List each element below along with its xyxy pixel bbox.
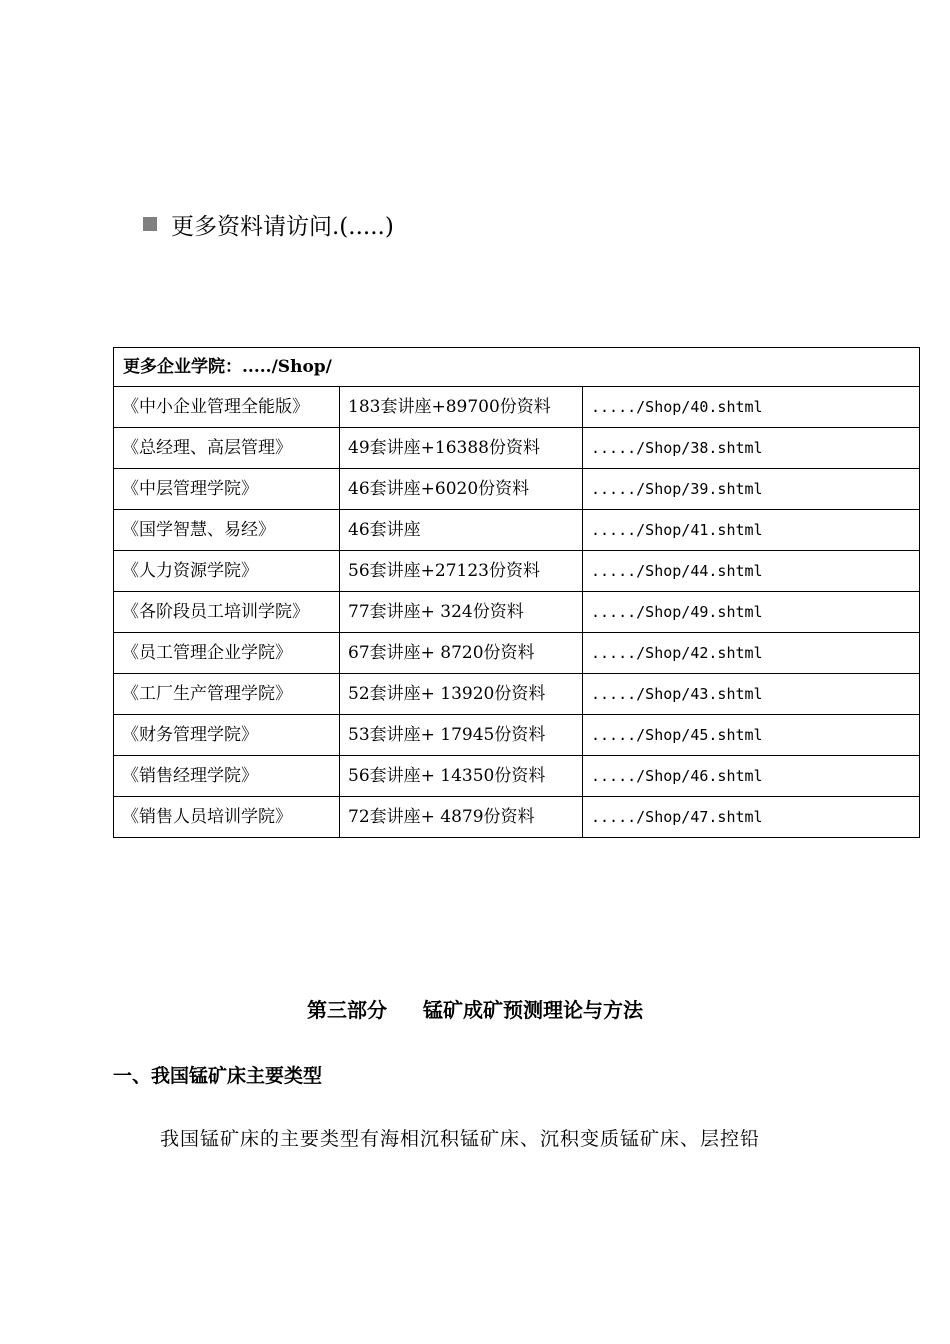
- course-content-cell: 56套讲座+27123份资料: [340, 551, 583, 592]
- course-content-cell: 183套讲座+89700份资料: [340, 387, 583, 428]
- course-name-cell: 《销售经理学院》: [114, 756, 340, 797]
- table-row: [114, 715, 920, 756]
- course-name-cell: 《中层管理学院》: [114, 469, 340, 510]
- course-url-cell[interactable]: ...../Shop/41.shtml: [583, 510, 920, 551]
- table-row: [114, 674, 920, 715]
- body-paragraph: 我国锰矿床的主要类型有海相沉积锰矿床、沉积变质锰矿床、层控铅: [160, 1128, 761, 1150]
- course-content-cell: 53套讲座+ 17945份资料: [340, 715, 583, 756]
- course-content-cell: 77套讲座+ 324份资料: [340, 592, 583, 633]
- bullet-square-icon: [143, 217, 157, 231]
- table-row: [114, 428, 920, 469]
- course-name-cell: 《国学智慧、易经》: [114, 510, 340, 551]
- course-name-cell: 《工厂生产管理学院》: [114, 674, 340, 715]
- course-url-cell[interactable]: ...../Shop/49.shtml: [583, 592, 920, 633]
- course-url-cell[interactable]: ...../Shop/40.shtml: [583, 387, 920, 428]
- course-name-cell: 《员工管理企业学院》: [114, 633, 340, 674]
- course-name-cell: 《中小企业管理全能版》: [114, 387, 340, 428]
- course-url-cell[interactable]: ...../Shop/43.shtml: [583, 674, 920, 715]
- course-name-cell: 《各阶段员工培训学院》: [114, 592, 340, 633]
- course-name-cell: 《人力资源学院》: [114, 551, 340, 592]
- course-url-cell[interactable]: ...../Shop/47.shtml: [583, 797, 920, 838]
- course-url-cell[interactable]: ...../Shop/46.shtml: [583, 756, 920, 797]
- course-content-cell: 56套讲座+ 14350份资料: [340, 756, 583, 797]
- course-content-cell: 49套讲座+16388份资料: [340, 428, 583, 469]
- table-row: [114, 633, 920, 674]
- course-url-cell[interactable]: ...../Shop/38.shtml: [583, 428, 920, 469]
- section-heading: 一、我国锰矿床主要类型: [113, 1065, 323, 1087]
- course-name-cell: 《销售人员培训学院》: [114, 797, 340, 838]
- table-header-cell: 更多企业学院：...../Shop/: [114, 348, 920, 387]
- table-row: [114, 592, 920, 633]
- course-content-cell: 67套讲座+ 8720份资料: [340, 633, 583, 674]
- part-heading: 锰矿成矿预测理论与方法: [423, 998, 643, 1022]
- course-content-cell: 46套讲座: [340, 510, 583, 551]
- course-url-cell[interactable]: ...../Shop/44.shtml: [583, 551, 920, 592]
- table-header-row: [114, 348, 920, 387]
- table-row: [114, 510, 920, 551]
- table-row: [114, 387, 920, 428]
- course-url-cell[interactable]: ...../Shop/45.shtml: [583, 715, 920, 756]
- table-row: [114, 797, 920, 838]
- resource-link-line: [143, 206, 394, 242]
- course-url-cell[interactable]: ...../Shop/39.shtml: [583, 469, 920, 510]
- course-content-cell: 46套讲座+6020份资料: [340, 469, 583, 510]
- part-number: 第三部分: [307, 998, 387, 1022]
- course-table: [113, 347, 920, 838]
- course-name-cell: 《总经理、高层管理》: [114, 428, 340, 469]
- course-content-cell: 72套讲座+ 4879份资料: [340, 797, 583, 838]
- course-content-cell: 52套讲座+ 13920份资料: [340, 674, 583, 715]
- course-url-cell[interactable]: ...../Shop/42.shtml: [583, 633, 920, 674]
- table-row: [114, 551, 920, 592]
- table-row: [114, 469, 920, 510]
- table-row: [114, 756, 920, 797]
- course-name-cell: 《财务管理学院》: [114, 715, 340, 756]
- resource-link-text[interactable]: 更多资料请访问.(.....): [171, 213, 394, 240]
- part-title: [0, 994, 950, 1023]
